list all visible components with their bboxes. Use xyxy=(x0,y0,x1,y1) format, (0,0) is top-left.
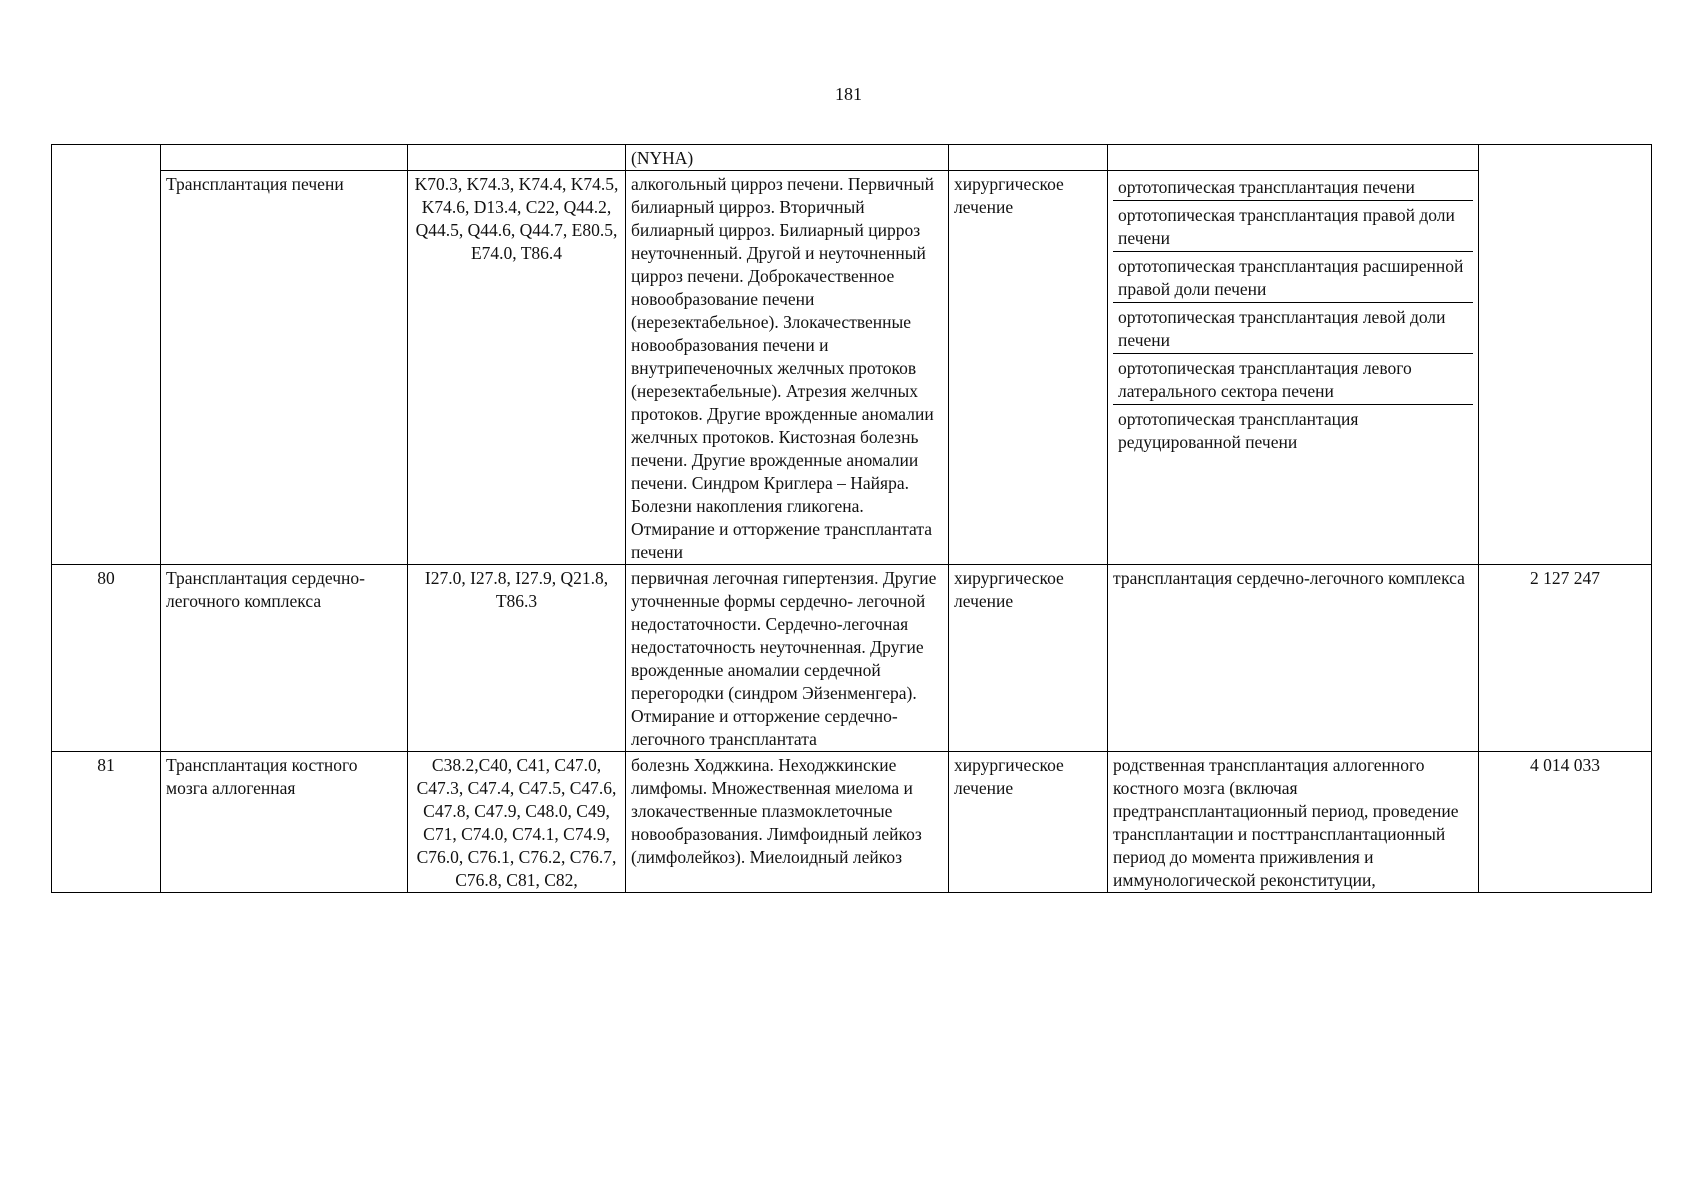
num-cell-continuation xyxy=(52,145,161,565)
num-cell-80: 80 xyxy=(52,565,161,752)
treatment-cell-81: хирургическое лечение xyxy=(949,752,1108,893)
vmp-table xyxy=(51,144,1652,893)
price-cell-81: 4 014 033 xyxy=(1479,752,1652,893)
table-row-81 xyxy=(52,752,1652,893)
method-item: ортотопическая трансплантация печени xyxy=(1113,173,1473,201)
method-item: ортотопическая трансплантация редуцированной печени xyxy=(1118,409,1359,452)
method-item: ортотопическая трансплантация расширенной правой доли печени xyxy=(1113,252,1473,303)
treatment-cell-liver: хирургическое лечение xyxy=(949,171,1108,565)
codes-cell-liver: K70.3, K74.3, K74.4, K74.5, K74.6, D13.4, C22, Q44.2, Q44.5, Q44.6, Q44.7, E80.5, E74.0, T86.4 xyxy=(408,171,626,565)
method-item: ортотопическая трансплантация левой доли печени xyxy=(1113,303,1473,354)
diagnosis-cell-81: болезнь Ходжкина. Неходжкинские лимфомы. Множественная миелома и злокачественные плазмоклеточные новообразования. Лимфоидный лейкоз (лимфолейкоз). Миелоидный лейкоз xyxy=(626,752,949,893)
codes-cell-continuation xyxy=(408,145,626,171)
method-cell-continuation xyxy=(1108,145,1479,171)
method-cell-liver xyxy=(1108,171,1479,565)
diagnosis-cell-80: первичная легочная гипертензия. Другие уточненные формы сердечно- легочной недостаточности. Сердечно-легочная недостаточность неуточненная. Другие врожденные аномалии сердечной перегородки (синдром Эйзенменгера). Отмирание и отторжение сердечно-легочного трансплантата xyxy=(626,565,949,752)
method-item: ортотопическая трансплантация правой доли печени xyxy=(1113,201,1473,252)
name-cell-81: Трансплантация костного мозга аллогенная xyxy=(161,752,408,893)
methods-list-liver xyxy=(1113,173,1473,455)
price-cell-80: 2 127 247 xyxy=(1479,565,1652,752)
table-row-continuation xyxy=(52,145,1652,171)
table-row-liver xyxy=(52,171,1652,565)
name-cell-continuation xyxy=(161,145,408,171)
name-cell-80: Трансплантация сердечно-легочного комплекса xyxy=(161,565,408,752)
treatment-cell-continuation xyxy=(949,145,1108,171)
method-cell-81: родственная трансплантация аллогенного костного мозга (включая предтрансплантационный период, проведение трансплантации и посттрансплантационный период до момента приживления и иммунологической реконституции, xyxy=(1108,752,1479,893)
name-cell-liver: Трансплантация печени xyxy=(161,171,408,565)
method-cell-80: трансплантация сердечно-легочного комплекса xyxy=(1108,565,1479,752)
treatment-cell-80: хирургическое лечение xyxy=(949,565,1108,752)
page-number: 181 xyxy=(835,84,862,104)
diagnosis-cell-liver: алкогольный цирроз печени. Первичный билиарный цирроз. Вторичный билиарный цирроз. Билиарный цирроз неуточненный. Другой и неуточненный цирроз печени. Доброкачественное новообразование печени (нерезектабельное). Злокачественные новообразования печени и внутрипеченочных желчных протоков (нерезектабельные). Атрезия желчных протоков. Другие врожденные аномалии желчных протоков. Кистозная болезнь печени. Другие врожденные аномалии печени. Синдром Криглера – Найяра. Болезни накопления гликогена. Отмирание и отторжение трансплантата печени xyxy=(626,171,949,565)
table-row-80 xyxy=(52,565,1652,752)
num-cell-81: 81 xyxy=(52,752,161,893)
codes-cell-80: I27.0, I27.8, I27.9, Q21.8, T86.3 xyxy=(408,565,626,752)
method-item: ортотопическая трансплантация левого латерального сектора печени xyxy=(1113,354,1473,405)
diagnosis-cell-continuation: (NYHA) xyxy=(626,145,949,171)
price-cell-continuation xyxy=(1479,145,1652,565)
codes-cell-81: C38.2,C40, C41, C47.0, C47.3, C47.4, C47.5, C47.6, C47.8, C47.9, C48.0, C49, C71, C74.0, C74.1, C74.9, C76.0, C76.1, C76.2, C76.7, C76.8, C81, C82, xyxy=(408,752,626,893)
